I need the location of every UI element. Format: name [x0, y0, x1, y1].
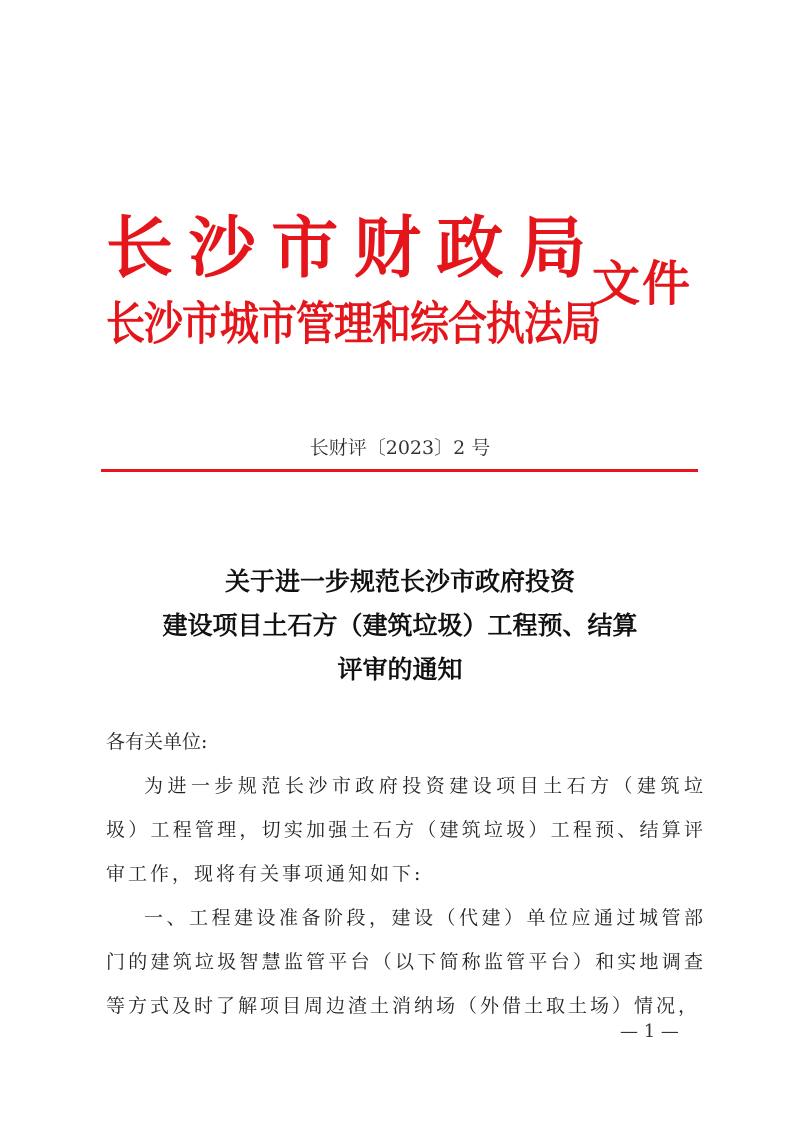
document-body	[106, 720, 706, 1028]
issuer-char: 沙	[188, 209, 256, 287]
document-title	[0, 560, 800, 692]
issuer-char: 财	[353, 209, 421, 287]
issuer-char: 局	[518, 209, 586, 287]
title-line-1: 关于进一步规范长沙市政府投资	[224, 567, 575, 596]
salutation: 各有关单位:	[106, 731, 208, 753]
issuer-finance-bureau	[106, 208, 586, 288]
paragraph-item-1: 一、工程建设准备阶段，建设（代建）单位应通过城管部门的建筑垃圾智慧监管平台（以下简称监管平台）和实地调查等方式及时了解项目周边渣土消纳场（外借土取土场）情况，	[106, 907, 706, 1017]
document-label: 文件	[592, 256, 693, 312]
title-line-3: 评审的通知	[337, 655, 463, 684]
document-header	[0, 0, 800, 400]
issuer-char: 市	[271, 209, 339, 287]
page-number: — 1 —	[620, 1021, 679, 1042]
document-number: 长财评〔2023〕2 号	[309, 437, 491, 459]
paragraph-intro: 为进一步规范长沙市政府投资建设项目土石方（建筑垃圾）工程管理，切实加强土石方（建筑垃圾）工程预、结算评审工作，现将有关事项通知如下:	[106, 775, 706, 885]
issuer-char: 政	[436, 209, 504, 287]
red-divider	[101, 469, 698, 472]
issuer-char: 长	[106, 209, 173, 287]
issuer-urban-management-bureau: 长沙市城市管理和综合执法局	[106, 298, 601, 352]
title-line-2: 建设项目土石方（建筑垃圾）工程预、结算	[162, 611, 638, 640]
